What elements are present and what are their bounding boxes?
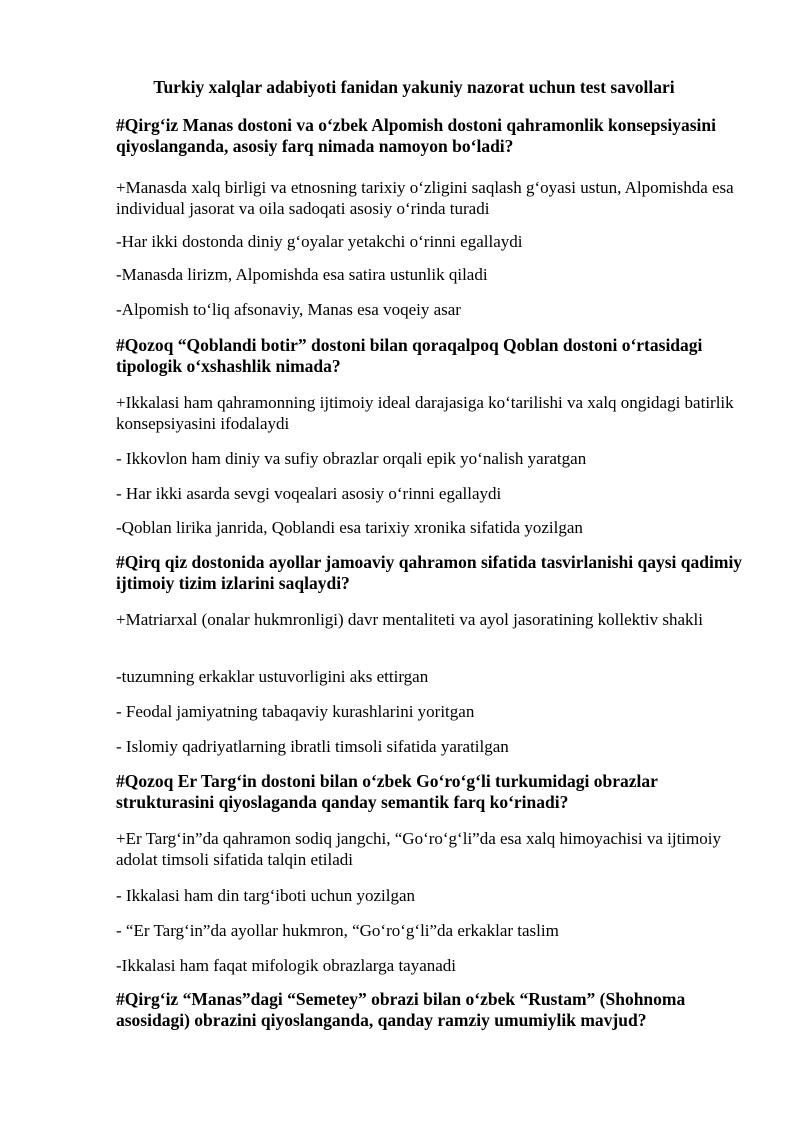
option-text: - Ikkalasi ham din targ‘iboti uchun yozilgan [116, 886, 416, 905]
answer-option [116, 299, 746, 320]
option-text: -Har ikki dostonda diniy g‘oyalar yetakchi o‘rinni egallaydi [116, 232, 523, 251]
question-block [116, 115, 746, 157]
question-text: #Qozoq Er Targ‘in dostoni bilan o‘zbek Go‘ro‘g‘li turkumidagi obrazlar strukturasini qiyoslaganda qanday semantik farq ko‘rinadi? [116, 771, 658, 812]
option-text: +Ikkalasi ham qahramonning ijtimoiy ideal darajasiga ko‘tarilishi va xalq ongidagi batirlik konsepsiyasini ifodalaydi [116, 393, 734, 433]
answer-option [116, 666, 746, 687]
option-text: - “Er Targ‘in”da ayollar hukmron, “Go‘ro‘g‘li”da erkaklar taslim [116, 921, 559, 940]
answer-option [116, 701, 746, 722]
answer-option [116, 955, 746, 976]
option-text: - Ikkovlon ham diniy va sufiy obrazlar orqali epik yo‘nalish yaratgan [116, 449, 587, 468]
question-block [116, 552, 746, 594]
option-text: +Manasda xalq birligi va etnosning tarixiy o‘zligini saqlash g‘oyasi ustun, Alpomishda esa individual jasorat va oila sadoqati asosiy o‘rinda turadi [116, 178, 734, 218]
option-text: +Matriarxal (onalar hukmronligi) davr mentaliteti va ayol jasoratining kollektiv shakli [116, 610, 703, 629]
question-block [116, 989, 746, 1031]
question-block [116, 335, 746, 377]
document-title: Turkiy xalqlar adabiyoti fanidan yakuniy nazorat uchun test savollari [153, 77, 675, 97]
option-text: -Alpomish to‘liq afsonaviy, Manas esa voqeiy asar [116, 300, 461, 319]
option-text: - Islomiy qadriyatlarning ibratli timsoli sifatida yaratilgan [116, 737, 509, 756]
option-text: -tuzumning erkaklar ustuvorligini aks ettirgan [116, 667, 429, 686]
option-text: -Manasda lirizm, Alpomishda esa satira ustunlik qiladi [116, 265, 488, 284]
answer-option [116, 920, 746, 941]
answer-option [116, 483, 746, 504]
answer-option [116, 828, 746, 870]
answer-option [116, 448, 746, 469]
option-text: - Feodal jamiyatning tabaqaviy kurashlarini yoritgan [116, 702, 475, 721]
answer-option [116, 517, 746, 538]
answer-option [116, 609, 746, 630]
answer-option [116, 392, 746, 434]
question-block [116, 771, 746, 813]
answer-option [116, 885, 746, 906]
answer-option [116, 177, 746, 219]
option-text: - Har ikki asarda sevgi voqealari asosiy o‘rinni egallaydi [116, 484, 502, 503]
question-text: #Qirg‘iz “Manas”dagi “Semetey” obrazi bilan o‘zbek “Rustam” (Shohnoma asosidagi) obrazini qiyoslanganda, qanday ramziy umumiylik mavjud? [116, 989, 686, 1030]
option-text: -Ikkalasi ham faqat mifologik obrazlarga tayanadi [116, 956, 457, 975]
question-text: #Qirq qiz dostonida ayollar jamoaviy qahramon sifatida tasvirlanishi qaysi qadimiy ijtimoiy tizim izlarini saqlaydi? [116, 552, 743, 593]
question-text: #Qirg‘iz Manas dostoni va o‘zbek Alpomish dostoni qahramonlik konsepsiyasini qiyoslanganda, asosiy farq nimada namoyon bo‘ladi? [116, 115, 716, 156]
answer-option [116, 264, 746, 285]
answer-option [116, 231, 746, 252]
option-text: +Er Targ‘in”da qahramon sodiq jangchi, “Go‘ro‘g‘li”da esa xalq himoyachisi va ijtimoiy adolat timsoli sifatida talqin etiladi [116, 829, 721, 869]
answer-option [116, 736, 746, 757]
option-text: -Qoblan lirika janrida, Qoblandi esa tarixiy xronika sifatida yozilgan [116, 518, 583, 537]
question-text: #Qozoq “Qoblandi botir” dostoni bilan qoraqalpoq Qoblan dostoni o‘rtasidagi tipologik o‘xshashlik nimada? [116, 335, 703, 376]
